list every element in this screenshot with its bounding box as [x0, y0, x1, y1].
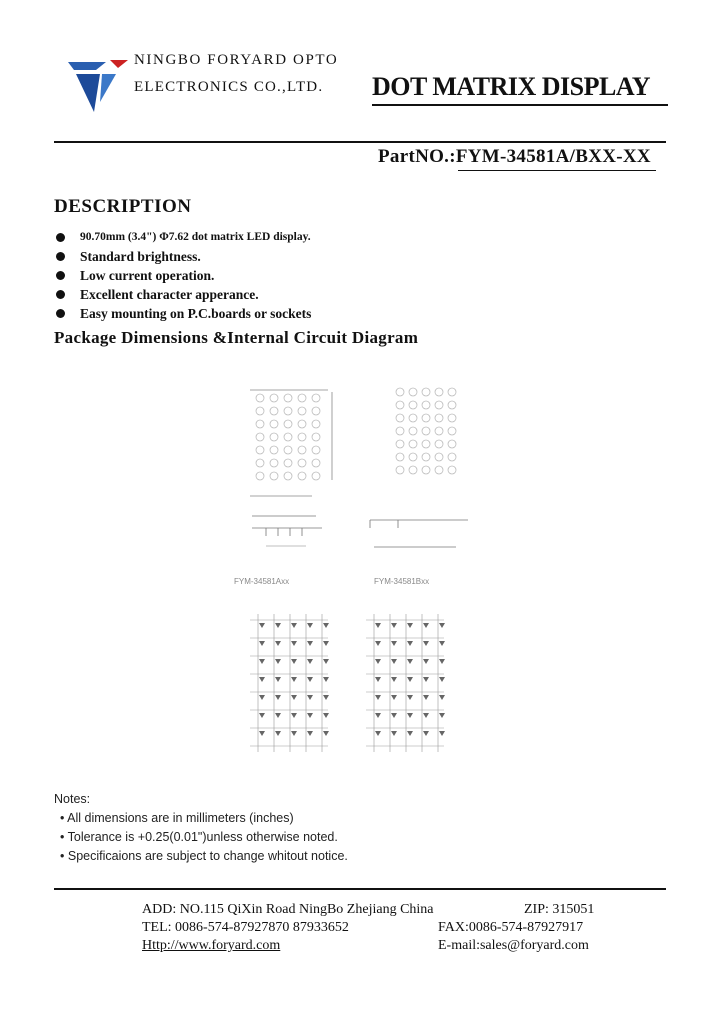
bullet-dot-icon	[56, 252, 65, 261]
list-item	[54, 266, 311, 285]
feature-text: 90.70mm (3.4") Φ7.62 dot matrix LED display.	[80, 231, 311, 243]
led-symbol-icon	[291, 731, 297, 736]
matrix-dot	[409, 453, 417, 461]
led-symbol-icon	[407, 713, 413, 718]
note-item: • Tolerance is +0.25(0.01")unless otherwise noted.	[60, 830, 338, 844]
feature-text: Low current operation.	[80, 268, 215, 283]
matrix-dot	[409, 388, 417, 396]
matrix-dot	[312, 433, 320, 441]
matrix-dot	[448, 388, 456, 396]
matrix-dot	[422, 414, 430, 422]
part-number-underline	[458, 170, 656, 171]
led-symbol-icon	[275, 731, 281, 736]
led-symbol-icon	[323, 641, 329, 646]
note-text: All dimensions are in millimeters (inches)	[67, 811, 294, 825]
led-symbol-icon	[259, 731, 265, 736]
led-symbol-icon	[375, 713, 381, 718]
company-address: ADD: NO.115 QiXin Road NingBo Zhejiang China	[142, 902, 434, 917]
led-symbol-icon	[407, 695, 413, 700]
led-symbol-icon	[391, 641, 397, 646]
led-symbol-icon	[307, 659, 313, 664]
led-symbol-icon	[259, 677, 265, 682]
matrix-dot	[409, 440, 417, 448]
matrix-dot	[448, 453, 456, 461]
title-underline	[372, 104, 668, 106]
matrix-dot	[435, 440, 443, 448]
led-symbol-icon	[375, 695, 381, 700]
feature-text: Standard brightness.	[80, 249, 201, 264]
company-name-line1: NINGBO FORYARD OPTO	[134, 52, 339, 68]
led-symbol-icon	[407, 623, 413, 628]
matrix-dot	[435, 466, 443, 474]
led-symbol-icon	[423, 623, 429, 628]
led-symbol-icon	[259, 623, 265, 628]
matrix-dot	[448, 401, 456, 409]
footer-divider	[54, 888, 666, 890]
led-symbol-icon	[439, 731, 445, 736]
notes-section	[54, 790, 348, 866]
bottom-view	[252, 516, 468, 547]
telephone: TEL: 0086-574-87927870 87933652	[142, 920, 349, 935]
bullet-dot-icon	[56, 233, 65, 242]
led-symbol-icon	[439, 623, 445, 628]
matrix-dot	[435, 427, 443, 435]
led-symbol-icon	[275, 641, 281, 646]
bullet-dot-icon	[56, 290, 65, 299]
matrix-dot	[409, 466, 417, 474]
email-address: E-mail:sales@foryard.com	[438, 938, 589, 953]
circuit-diagram-right	[366, 614, 445, 752]
led-symbol-icon	[291, 695, 297, 700]
led-symbol-icon	[375, 731, 381, 736]
led-symbol-icon	[391, 659, 397, 664]
led-symbol-icon	[375, 677, 381, 682]
led-symbol-icon	[439, 677, 445, 682]
matrix-dot	[270, 459, 278, 467]
matrix-dot	[284, 459, 292, 467]
led-symbol-icon	[307, 677, 313, 682]
matrix-dot	[422, 440, 430, 448]
led-symbol-icon	[323, 713, 329, 718]
matrix-dot	[298, 420, 306, 428]
led-symbol-icon	[275, 713, 281, 718]
website-link[interactable]: Http://www.foryard.com	[142, 938, 281, 953]
header-divider	[54, 141, 666, 143]
circuit-diagram-left	[250, 614, 329, 752]
matrix-dot	[284, 394, 292, 402]
led-symbol-icon	[275, 659, 281, 664]
led-symbol-icon	[375, 641, 381, 646]
matrix-dot	[409, 427, 417, 435]
led-symbol-icon	[323, 695, 329, 700]
led-symbol-icon	[439, 659, 445, 664]
led-symbol-icon	[259, 695, 265, 700]
matrix-dot	[270, 407, 278, 415]
notes-heading: Notes:	[54, 792, 91, 806]
document-title: DOT MATRIX DISPLAY	[372, 72, 651, 101]
feature-list	[54, 228, 311, 323]
led-symbol-icon	[423, 731, 429, 736]
matrix-dot	[312, 459, 320, 467]
matrix-dot	[396, 466, 404, 474]
matrix-dot	[396, 401, 404, 409]
matrix-dot	[256, 446, 264, 454]
led-symbol-icon	[259, 713, 265, 718]
led-symbol-icon	[391, 623, 397, 628]
note-item: • All dimensions are in millimeters (inches)	[60, 811, 294, 825]
matrix-dot	[409, 401, 417, 409]
matrix-dot	[256, 433, 264, 441]
matrix-dot	[448, 440, 456, 448]
matrix-dot	[448, 427, 456, 435]
note-text: Specificaions are subject to change whitout notice.	[67, 849, 348, 863]
matrix-dot	[298, 472, 306, 480]
circuit-label-left: FYM-34581Axx	[234, 577, 290, 586]
matrix-dot	[270, 446, 278, 454]
matrix-dot	[298, 433, 306, 441]
side-view-matrix	[396, 388, 456, 474]
bullet-dot-icon	[56, 271, 65, 280]
matrix-dot	[435, 388, 443, 396]
led-symbol-icon	[391, 695, 397, 700]
matrix-dot	[312, 420, 320, 428]
matrix-dot	[270, 433, 278, 441]
matrix-dot	[435, 453, 443, 461]
matrix-dot	[256, 420, 264, 428]
led-symbol-icon	[323, 623, 329, 628]
led-symbol-icon	[423, 695, 429, 700]
matrix-dot	[422, 388, 430, 396]
led-symbol-icon	[423, 713, 429, 718]
fax-number: FAX:0086-574-87927917	[438, 920, 584, 935]
note-text: Tolerance is +0.25(0.01")unless otherwise noted.	[67, 830, 338, 844]
matrix-dot	[422, 453, 430, 461]
matrix-dot	[298, 407, 306, 415]
led-symbol-icon	[307, 641, 313, 646]
led-symbol-icon	[291, 713, 297, 718]
list-item	[54, 247, 311, 266]
matrix-dot	[256, 407, 264, 415]
led-symbol-icon	[391, 677, 397, 682]
matrix-dot	[312, 446, 320, 454]
led-symbol-icon	[307, 713, 313, 718]
led-symbol-icon	[423, 659, 429, 664]
matrix-dot	[284, 446, 292, 454]
led-symbol-icon	[323, 659, 329, 664]
matrix-dot	[448, 466, 456, 474]
matrix-dot	[256, 459, 264, 467]
led-symbol-icon	[439, 641, 445, 646]
company-name-line2: ELECTRONICS CO.,LTD.	[134, 79, 324, 95]
package-drawing	[226, 352, 476, 782]
list-item	[54, 304, 311, 323]
matrix-dot	[396, 427, 404, 435]
led-symbol-icon	[291, 659, 297, 664]
led-symbol-icon	[291, 623, 297, 628]
matrix-dot	[256, 472, 264, 480]
led-symbol-icon	[291, 677, 297, 682]
led-symbol-icon	[375, 659, 381, 664]
led-symbol-icon	[259, 659, 265, 664]
matrix-dot	[396, 388, 404, 396]
list-item	[54, 228, 311, 247]
matrix-dot	[422, 466, 430, 474]
led-symbol-icon	[407, 677, 413, 682]
led-symbol-icon	[259, 641, 265, 646]
led-symbol-icon	[323, 731, 329, 736]
front-view-matrix	[250, 390, 332, 496]
feature-text: Easy mounting on P.C.boards or sockets	[80, 306, 312, 321]
matrix-dot	[422, 401, 430, 409]
led-symbol-icon	[275, 695, 281, 700]
led-symbol-icon	[323, 677, 329, 682]
list-item	[54, 285, 311, 304]
matrix-dot	[422, 427, 430, 435]
led-symbol-icon	[375, 623, 381, 628]
led-symbol-icon	[275, 623, 281, 628]
matrix-dot	[284, 407, 292, 415]
led-symbol-icon	[291, 641, 297, 646]
led-symbol-icon	[307, 731, 313, 736]
led-symbol-icon	[439, 713, 445, 718]
bullet-dot-icon	[56, 309, 65, 318]
led-symbol-icon	[307, 695, 313, 700]
matrix-dot	[270, 394, 278, 402]
matrix-dot	[284, 433, 292, 441]
matrix-dot	[396, 440, 404, 448]
description-heading: DESCRIPTION	[54, 196, 192, 217]
matrix-dot	[409, 414, 417, 422]
matrix-dot	[298, 446, 306, 454]
foryard-logo-icon	[66, 56, 130, 116]
led-symbol-icon	[307, 623, 313, 628]
led-symbol-icon	[407, 731, 413, 736]
part-number: PartNO.:FYM-34581A/BXX-XX	[378, 146, 651, 167]
matrix-dot	[396, 453, 404, 461]
matrix-dot	[270, 420, 278, 428]
package-heading: Package Dimensions &Internal Circuit Diagram	[54, 328, 419, 347]
feature-text: Excellent character apperance.	[80, 287, 259, 302]
led-symbol-icon	[391, 713, 397, 718]
matrix-dot	[435, 414, 443, 422]
matrix-dot	[448, 414, 456, 422]
led-symbol-icon	[407, 641, 413, 646]
matrix-dot	[270, 472, 278, 480]
led-symbol-icon	[423, 641, 429, 646]
led-symbol-icon	[423, 677, 429, 682]
matrix-dot	[256, 394, 264, 402]
matrix-dot	[435, 401, 443, 409]
led-symbol-icon	[439, 695, 445, 700]
circuit-label-right: FYM-34581Bxx	[374, 577, 430, 586]
matrix-dot	[312, 407, 320, 415]
matrix-dot	[284, 472, 292, 480]
led-symbol-icon	[391, 731, 397, 736]
matrix-dot	[298, 394, 306, 402]
matrix-dot	[312, 472, 320, 480]
matrix-dot	[312, 394, 320, 402]
matrix-dot	[396, 414, 404, 422]
led-symbol-icon	[407, 659, 413, 664]
zip-code: ZIP: 315051	[524, 902, 595, 917]
matrix-dot	[298, 459, 306, 467]
note-item: • Specificaions are subject to change whitout notice.	[60, 849, 348, 863]
led-symbol-icon	[275, 677, 281, 682]
matrix-dot	[284, 420, 292, 428]
